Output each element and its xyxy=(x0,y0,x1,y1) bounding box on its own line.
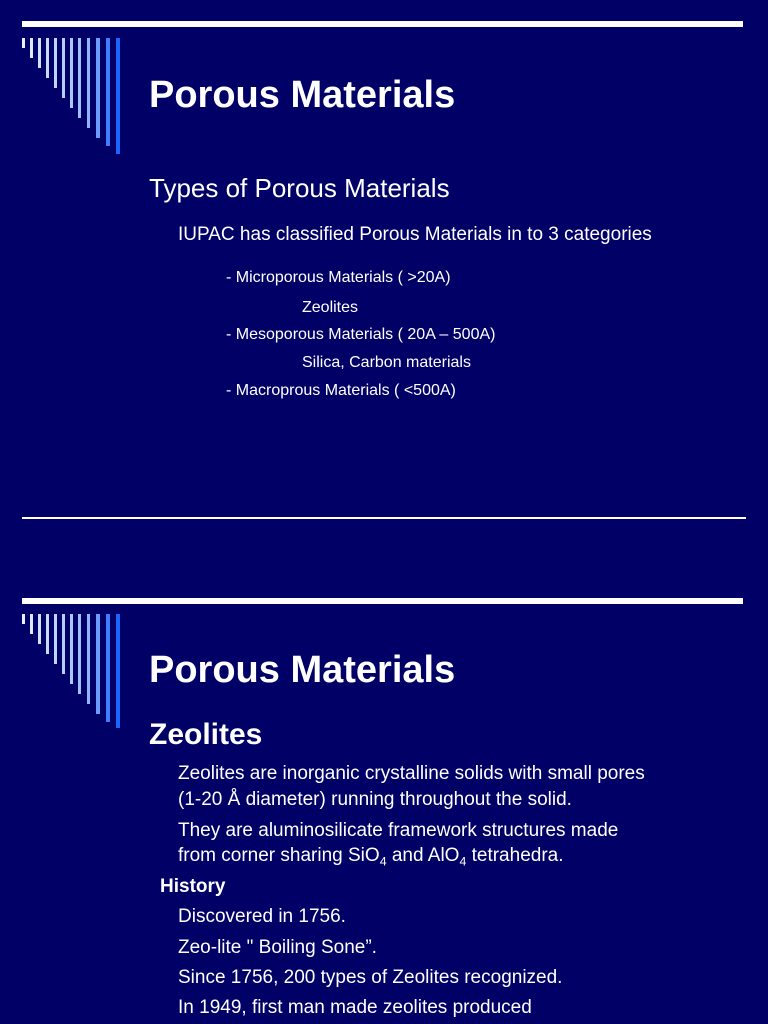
paragraph-line: (1-20 Å diameter) running throughout the solid. xyxy=(178,789,572,810)
history-item: Discovered in 1756. xyxy=(178,906,346,927)
stripe xyxy=(62,38,65,98)
section-subtitle: Types of Porous Materials xyxy=(149,173,450,203)
slide-title: Porous Materials xyxy=(149,74,456,116)
paragraph-line: They are aluminosilicate framework structures made xyxy=(178,820,619,841)
history-item: In 1949, first man made zeolites produced xyxy=(178,997,532,1018)
stripe xyxy=(87,38,90,128)
history-heading: History xyxy=(160,876,226,897)
list-item: - Macroprous Materials ( <500A) xyxy=(226,382,456,399)
stripe xyxy=(54,38,57,88)
list-item: - Mesoporous Materials ( 20A – 500A) xyxy=(226,326,496,343)
stripe xyxy=(62,614,65,674)
stripe xyxy=(116,38,120,154)
stripe xyxy=(54,614,57,664)
stripe xyxy=(70,614,73,684)
stripe xyxy=(46,38,49,78)
stripe xyxy=(30,614,33,634)
decorative-stripes xyxy=(0,0,130,160)
stripe xyxy=(30,38,33,58)
slide-2 xyxy=(0,580,768,1024)
paragraph-line: Zeolites are inorganic crystalline solids with small pores xyxy=(178,763,645,784)
stripe xyxy=(78,38,81,118)
stripe xyxy=(22,38,25,48)
decorative-stripes xyxy=(0,580,130,740)
subscript: 4 xyxy=(379,854,387,869)
list-item: Silica, Carbon materials xyxy=(302,354,471,371)
slide-divider xyxy=(22,517,746,519)
stripe xyxy=(38,38,41,68)
stripe xyxy=(106,38,110,146)
stripe xyxy=(106,614,110,722)
paragraph-line-formula xyxy=(178,845,564,867)
formula-text: and AlO xyxy=(386,845,460,866)
history-item: Zeo-lite " Boiling Sone”. xyxy=(178,937,377,958)
section-heading: Zeolites xyxy=(149,718,263,751)
formula-text: tetrahedra. xyxy=(466,845,564,866)
stripe xyxy=(46,614,49,654)
formula-text: from corner sharing SiO xyxy=(178,845,380,866)
stripe xyxy=(96,614,100,714)
subscript: 4 xyxy=(459,854,467,869)
list-item: - Microporous Materials ( >20A) xyxy=(226,269,451,286)
stripe xyxy=(38,614,41,644)
stripe xyxy=(70,38,73,108)
stripe xyxy=(22,614,25,624)
list-item: Zeolites xyxy=(302,299,359,316)
stripe xyxy=(96,38,100,138)
slide-title: Porous Materials xyxy=(149,649,456,691)
stripe xyxy=(116,614,120,728)
history-item: Since 1756, 200 types of Zeolites recognized. xyxy=(178,967,563,988)
top-rule xyxy=(22,598,743,604)
stripe xyxy=(78,614,81,694)
stripe xyxy=(87,614,90,704)
top-rule xyxy=(22,21,743,27)
intro-text: IUPAC has classified Porous Materials in to 3 categories xyxy=(178,224,652,245)
